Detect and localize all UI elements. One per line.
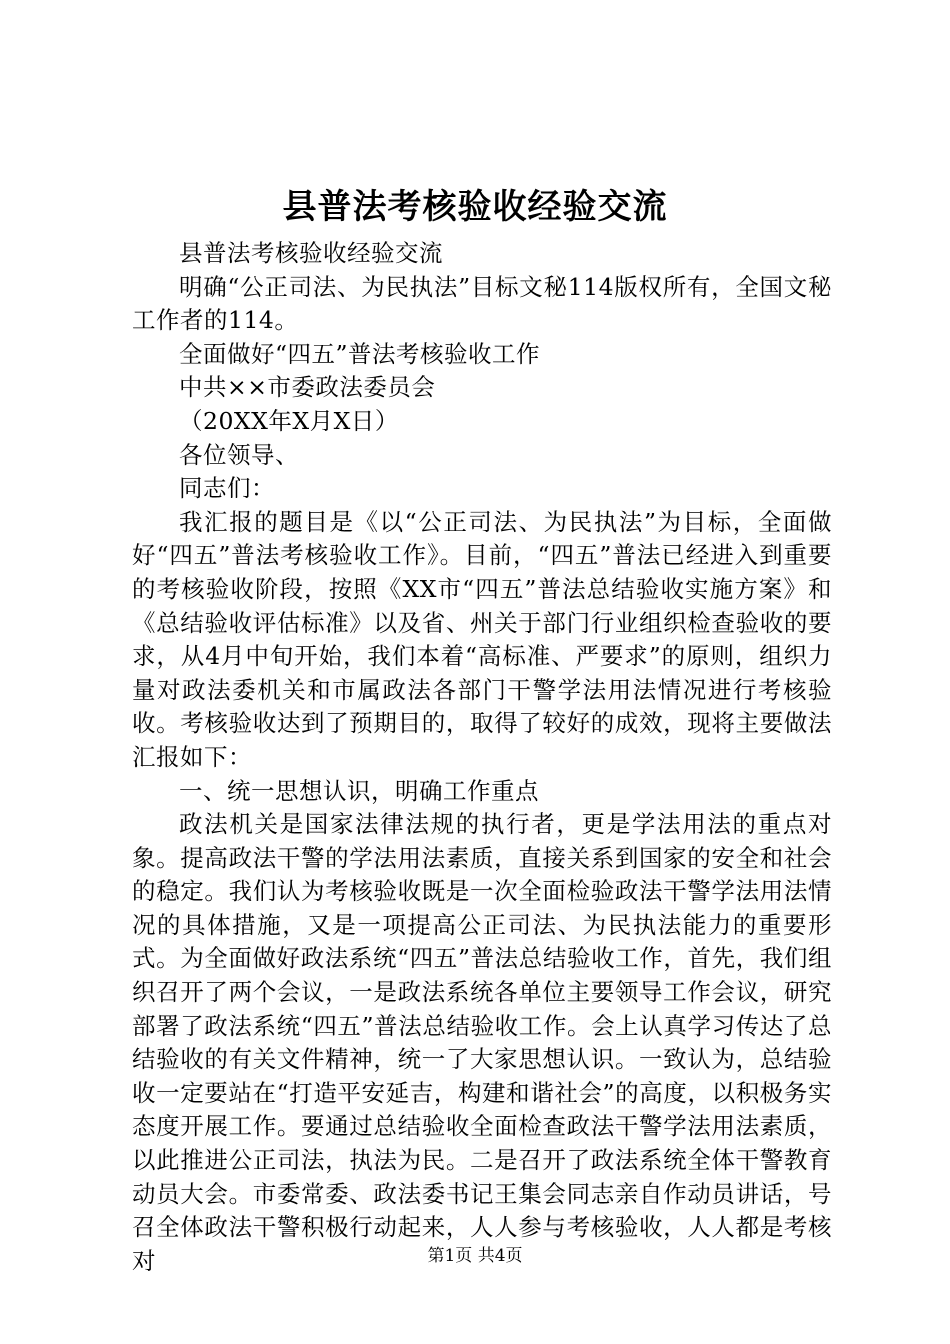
paragraph-salutation-leaders: 各位领导、 [179,440,299,469]
paragraph-date: （20XX年X月X日） [179,406,399,435]
paragraph-subtitle: 全面做好“四五”普法考核验收工作 [179,339,541,368]
paragraph-author: 中共××市委政法委员会 [179,373,436,402]
paragraph-intro: 明确“公正司法、为民执法”目标文秘114版权所有，全国文秘工作者的114。 [132,272,832,335]
paragraph-section-one-body: 政法机关是国家法律法规的执行者，更是学法用法的重点对象。提高政法干警的学法用法素质，直接关系到国家的安全和社会的稳定。我们认为考核验收既是一次全面检验政法干警学法用法情况的具体措施，又是一项提高公正司法、为民执法能力的重要形式。为全面做好政法系统“四五”普法总结验收工作，首先，我们组织召开了两个会议，一是政法系统各单位主要领导工作会议，研究部署了政法系统“四五”普法总结验收工作。会上认真学习传达了总结验收的有关文件精神，统一了大家思想认识。一致认为，总结验收一定要站在“打造平安延吉，构建和谐社会”的高度，以积极务实态度开展工作。要通过总结验收全面检查政法干警学法用法素质，以此推进公正司法，执法为民。二是召开了政法系统全体干警教育动员大会。市委常委、政法委书记王集会同志亲自作动员讲话，号召全体政法干警积极行动起来，人人参与考核验收，人人都是考核对 [132,810,832,1275]
paragraph-salutation-comrades: 同志们： [179,474,275,503]
document-body [132,237,832,1278]
document-title: 县普法考核验收经验交流 [282,187,668,227]
page-number-footer: 第1页 共4页 [427,1246,523,1266]
paragraph-report-topic: 我汇报的题目是《以“公正司法、为民执法”为目标，全面做好“四五”普法考核验收工作》。目前，“四五”普法已经进入到重要的考核验收阶段，按照《XX市“四五”普法总结验收实施方案》和《总结验收评估标准》以及省、州关于部门行业组织检查验收的要求，从4月中旬开始，我们本着“高标准、严要求”的原则，组织力量对政法委机关和市属政法各部门干警学法用法情况进行考核验收。考核验收达到了预期目的，取得了较好的成效，现将主要做法汇报如下： [132,507,832,771]
paragraph-heading-repeat: 县普法考核验收经验交流 [179,239,443,267]
section-heading-one: 一、统一思想认识，明确工作重点 [179,776,539,805]
